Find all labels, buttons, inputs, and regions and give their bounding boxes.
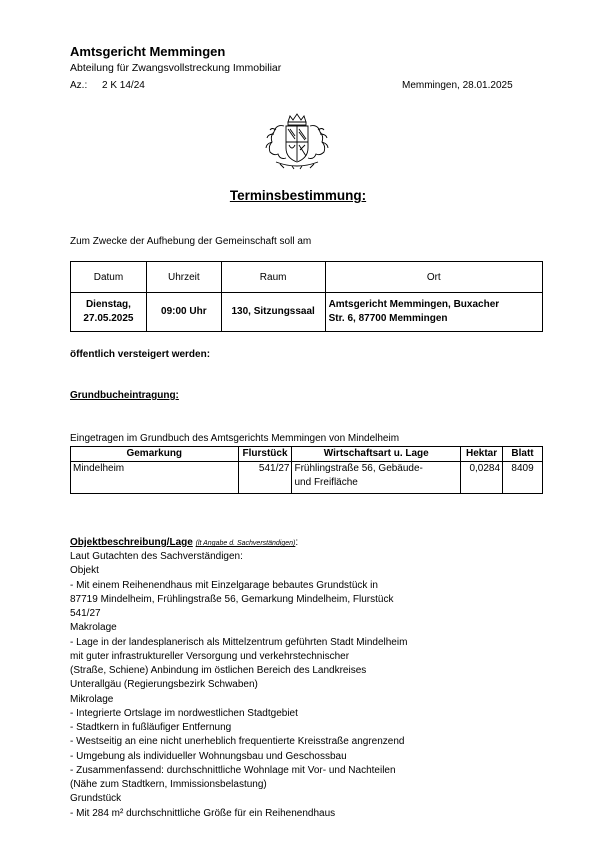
header-gemarkung: Gemarkung [71, 447, 239, 462]
object-description-lines [70, 550, 407, 821]
court-name: Amtsgericht Memmingen [70, 44, 226, 59]
land-register-table [70, 446, 543, 494]
header-hektar: Hektar [461, 447, 503, 462]
cell-raum: 130, Sitzungssaal [221, 293, 325, 332]
table-row [71, 293, 543, 332]
description-line: - Stadtkern in fußläufiger Entfernung [70, 722, 232, 733]
file-number-label: Az.: [70, 80, 88, 91]
cell-flurstueck: 541/27 [238, 462, 292, 494]
land-register-title: Grundbucheintragung: [70, 390, 179, 401]
bavarian-coat-of-arms-icon [262, 112, 332, 170]
cell-ort [325, 293, 542, 332]
wirtschaftsart-line-1: Frühlingstraße 56, Gebäude- [294, 463, 423, 474]
cell-blatt: 8409 [503, 462, 543, 494]
header-flurstueck: Flurstück [238, 447, 292, 462]
description-line: Unterallgäu (Regierungsbezirk Schwaben) [70, 679, 258, 691]
place-date: Memmingen, 28.01.2025 [402, 80, 513, 91]
description-line: - Lage in der landesplanerisch als Mittelzentrum geführten Stadt Mindelheim [70, 636, 408, 648]
description-line: 87719 Mindelheim, Frühlingstraße 56, Gemarkung Mindelheim, Flurstück [70, 593, 394, 605]
description-line: - Integrierte Ortslage im nordwestlichen Stadtgebiet [70, 707, 298, 719]
description-line: 541/27 [70, 608, 101, 619]
object-title-note: (lt Angabe d. Sachverständigen) [195, 540, 296, 547]
appointment-table [70, 261, 543, 332]
description-line: (Nähe zum Stadtkern, Immissionsbelastung) [70, 779, 267, 790]
description-line: mit guter infrastruktureller Versorgung und verkehrstechnischer [70, 650, 350, 662]
description-line: - Mit einem Reihenendhaus mit Einzelgarage bebautes Grundstück in [70, 579, 378, 591]
cell-datum [71, 293, 147, 332]
ort-line-1: Amtsgericht Memmingen, Buxacher [328, 299, 500, 310]
description-line: Grundstück [70, 793, 122, 805]
description-line: Mikrolage [70, 693, 114, 705]
object-title-text: Objektbeschreibung/Lage [70, 537, 193, 548]
header-blatt: Blatt [503, 447, 543, 462]
table-header-row [71, 262, 543, 293]
cell-gemarkung: Mindelheim [71, 462, 239, 494]
description-line: Makrolage [70, 622, 117, 634]
ort-line-2: Str. 6, 87700 Memmingen [328, 313, 448, 324]
header-uhrzeit: Uhrzeit [146, 262, 221, 293]
description-line: - Westseitig an eine nicht unerheblich frequentierte Kreisstraße angrenzend [70, 736, 405, 748]
datum-weekday: Dienstag, [85, 299, 131, 310]
description-line: - Zusammenfassend: durchschnittliche Wohnlage mit Vor- und Nachteilen [70, 764, 396, 776]
intro-text: Zum Zwecke der Aufhebung der Gemeinschaft soll am [70, 236, 312, 247]
table-row [71, 462, 543, 494]
land-register-intro: Eingetragen im Grundbuch des Amtsgerichts Memmingen von Mindelheim [70, 433, 400, 444]
document-title: Terminsbestimmung: [229, 188, 367, 203]
department: Abteilung für Zwangsvollstreckung Immobiliar [70, 62, 282, 74]
header-ort: Ort [325, 262, 542, 293]
description-line: (Straße, Schiene) Anbindung im östlichen Bereich des Landkreises [70, 665, 367, 676]
file-number: 2 K 14/24 [102, 80, 145, 91]
header-datum: Datum [71, 262, 147, 293]
datum-date: 27.05.2025 [83, 313, 134, 324]
header-raum: Raum [221, 262, 325, 293]
wirtschaftsart-line-2: und Freifläche [294, 477, 358, 488]
table-header-row [71, 447, 543, 462]
auction-statement: öffentlich versteigert werden: [70, 349, 211, 360]
cell-uhrzeit: 09:00 Uhr [146, 293, 221, 332]
cell-hektar: 0,0284 [461, 462, 503, 494]
object-title-colon: : [295, 537, 299, 548]
cell-wirtschaftsart [292, 462, 461, 494]
description-line: Laut Gutachten des Sachverständigen: [70, 551, 243, 562]
header-wirtschaftsart: Wirtschaftsart u. Lage [292, 447, 461, 462]
description-line: - Umgebung als individueller Wohnungsbau und Geschossbau [70, 750, 347, 762]
object-description-title [70, 537, 298, 548]
description-line: - Mit 284 m² durchschnittliche Größe für ein Reihenendhaus [70, 807, 336, 819]
description-line: Objekt [70, 565, 99, 577]
